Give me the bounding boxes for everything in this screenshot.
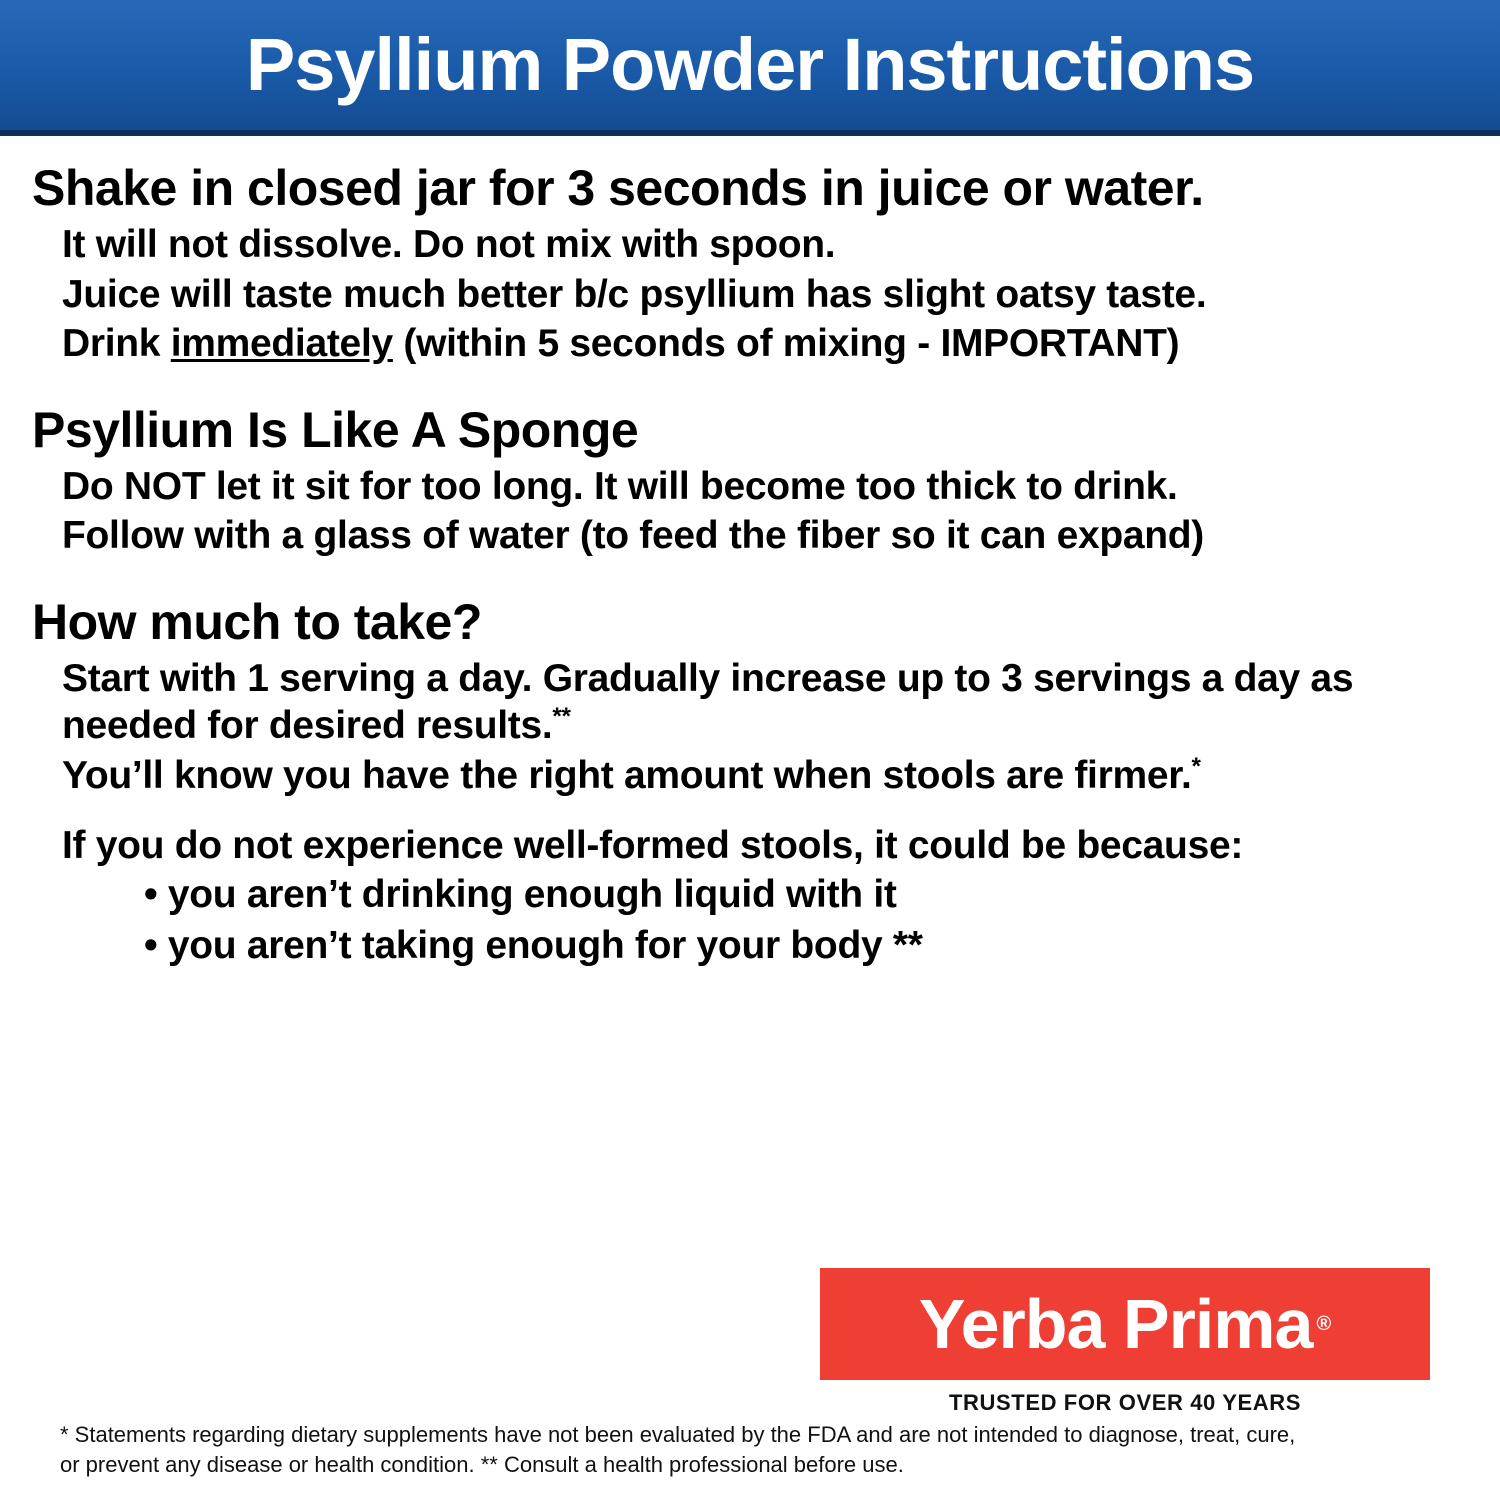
- footnote-marker: **: [552, 703, 571, 731]
- dosage-reason-intro: If you do not experience well-formed stools, it could be because:: [62, 823, 1244, 867]
- drink-immediately-line: [32, 320, 1468, 368]
- spacer: [32, 802, 1468, 822]
- section-line: Juice will taste much better b/c psyllium has slight oatsy taste.: [62, 272, 1207, 316]
- instructions-content: [0, 160, 1500, 1004]
- section-sponge: [32, 402, 1468, 560]
- brand-tagline: TRUSTED FOR OVER 40 YEARS: [949, 1390, 1301, 1415]
- header-bar: [0, 0, 1500, 136]
- section-shake: [32, 160, 1468, 368]
- list-item: • you aren’t drinking enough liquid with it: [144, 873, 897, 917]
- dosage-start-text: Start with 1 serving a day. Gradually increase up to 3 servings a day as needed for desired results.: [62, 656, 1354, 748]
- footnote-line-2: or prevent any disease or health condition. ** Consult a health professional before use.: [60, 1452, 904, 1478]
- dosage-start-line: [32, 655, 1468, 750]
- section-line: It will not dissolve. Do not mix with spoon.: [62, 223, 836, 266]
- list-item: • you aren’t taking enough for your body **: [144, 923, 923, 967]
- drink-line-prefix: Drink: [62, 322, 171, 366]
- section-heading-dosage: How much to take?: [32, 593, 482, 650]
- section-line: Do NOT let it sit for too long. It will become too thick to drink.: [62, 464, 1178, 508]
- brand-block: [820, 1268, 1430, 1416]
- brand-logo: Yerba Prima ®: [820, 1268, 1430, 1380]
- footnote-marker: *: [1191, 753, 1201, 781]
- section-dosage: [32, 594, 1468, 970]
- section-heading-sponge: Psyllium Is Like A Sponge: [32, 401, 639, 458]
- page-title: Psyllium Powder Instructions: [245, 23, 1255, 106]
- section-heading-shake: Shake in closed jar for 3 seconds in juice or water.: [32, 160, 1204, 216]
- footnote-line-1: * Statements regarding dietary supplements have not been evaluated by the FDA and are not intended to diagnose, treat, cure,: [60, 1422, 1296, 1447]
- drink-line-emphasis: immediately: [170, 322, 393, 366]
- brand-name: Yerba Prima: [918, 1285, 1313, 1363]
- dosage-firmer-line: [32, 752, 1468, 800]
- footnotes: [60, 1420, 1390, 1481]
- dosage-firmer-text: You’ll know you have the right amount when stools are firmer.: [62, 754, 1192, 798]
- section-line: Follow with a glass of water (to feed the fiber so it can expand): [62, 514, 1204, 558]
- drink-line-suffix: (within 5 seconds of mixing - IMPORTANT): [392, 322, 1180, 366]
